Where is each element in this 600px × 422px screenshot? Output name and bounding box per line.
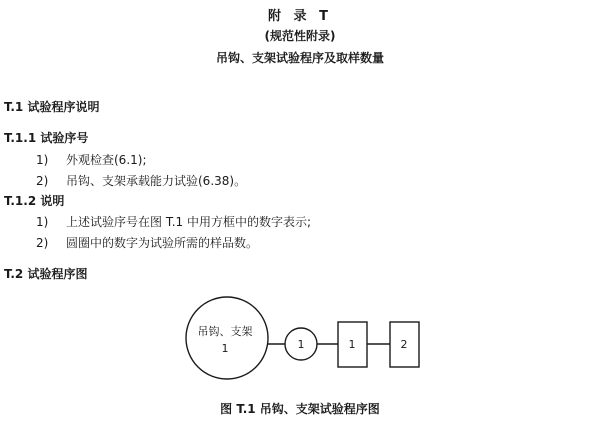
section-t1-heading: T.1 试验程序说明: [4, 100, 100, 114]
large-circle-label: 吊钩、支架: [197, 325, 253, 338]
section-t12-heading: T.1.2 说明: [4, 194, 65, 208]
section-t2-heading: T.2 试验程序图: [4, 267, 88, 281]
small-circle-count: 1: [297, 338, 305, 351]
list-item-text: 圆圈中的数字为试验所需的样品数。: [66, 236, 259, 250]
list-item-text: 吊钩、支架承载能力试验(6.38)。: [66, 174, 247, 188]
appendix-subtitle: (规范性附录): [264, 29, 336, 43]
figure-caption: 图 T.1 吊钩、支架试验程序图: [220, 402, 380, 416]
list-item-number: 2): [36, 174, 49, 188]
list-item-number: 1): [36, 153, 49, 167]
list-item-text: 外观检查(6.1);: [66, 153, 147, 167]
box-1-number: 1: [348, 338, 356, 351]
list-item-number: 1): [36, 215, 49, 229]
section-t11-heading: T.1.1 试验序号: [4, 131, 89, 145]
box-2-number: 2: [400, 338, 408, 351]
sample-count-circle-large: [186, 297, 268, 379]
appendix-main-title: 吊钩、支架试验程序及取样数量: [215, 51, 384, 65]
list-item-number: 2): [36, 236, 49, 250]
list-item-text: 上述试验序号在图 T.1 中用方框中的数字表示;: [66, 215, 312, 229]
appendix-title: 附 录 T: [268, 9, 332, 24]
large-circle-count: 1: [221, 342, 229, 355]
